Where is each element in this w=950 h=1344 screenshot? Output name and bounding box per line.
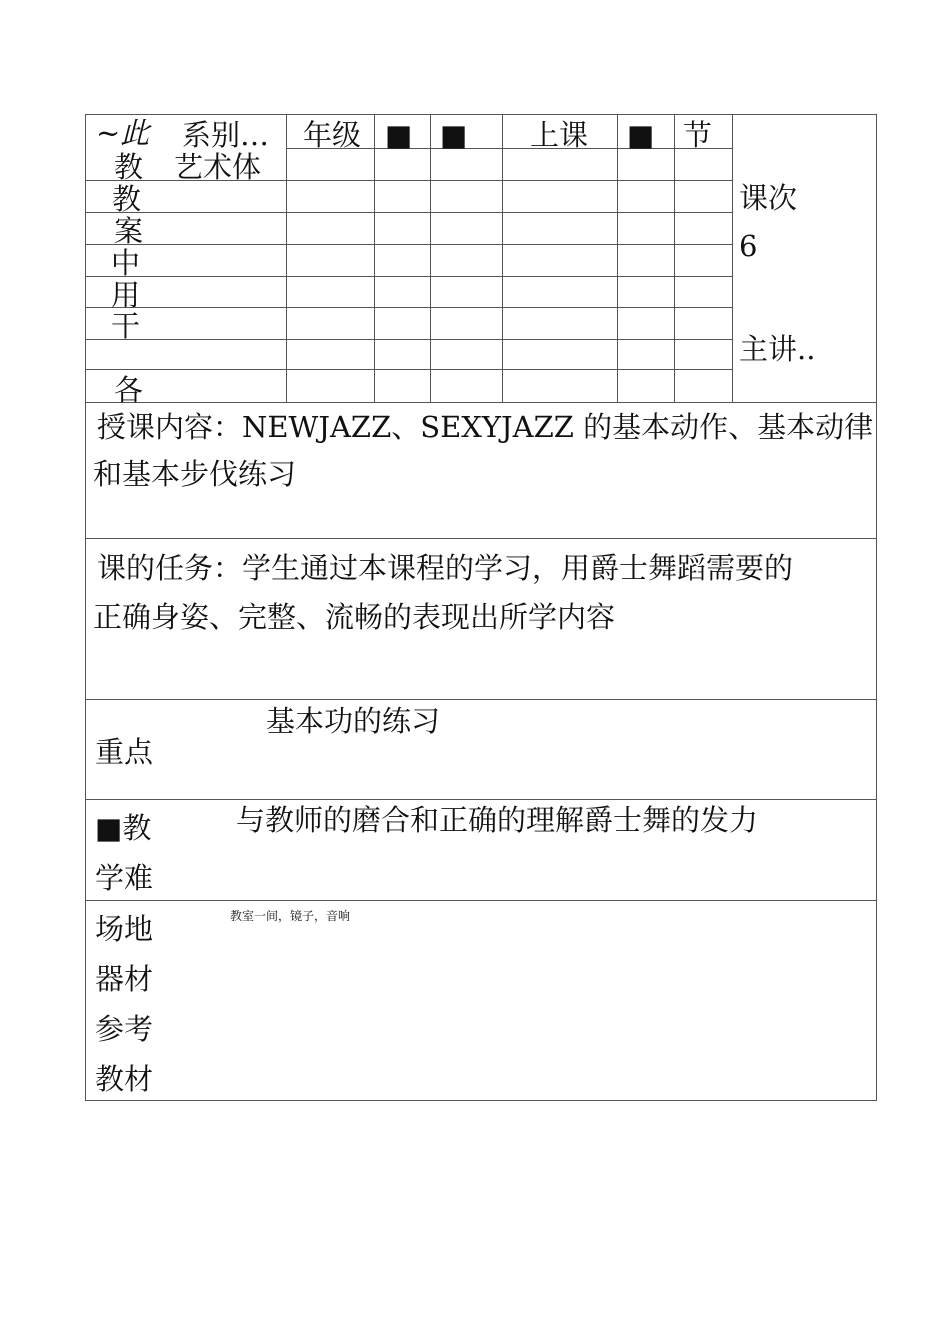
lesson-number-label: 课次 [739, 181, 798, 215]
task-line-2: 正确身姿、完整、流畅的表现出所学内容 [93, 600, 616, 634]
side-char: 各 [114, 373, 144, 407]
side-char: 教 [112, 182, 142, 216]
difficulty-label-2: 学难 [95, 861, 154, 895]
side-char: 干 [111, 309, 141, 343]
grade-box-1: ■ [385, 118, 413, 152]
grid-col-line [674, 114, 675, 402]
table-border-right [876, 114, 877, 1101]
department-value: 艺术体 [174, 150, 262, 184]
grid-col-line [374, 114, 375, 402]
grid-row-line [85, 307, 732, 308]
section-divider [85, 538, 877, 539]
lesson-number-value: 6 [739, 229, 758, 263]
venue-text: 教室一间，镜子，音响 [230, 909, 351, 923]
grid-col-line [430, 114, 431, 402]
grid-col-line [732, 114, 733, 402]
content-line-2: 和基本步伐练习 [93, 457, 297, 491]
side-char: 案 [114, 214, 144, 248]
lecturer-label: 主讲.. [739, 332, 816, 366]
class-box: ■ [627, 118, 655, 152]
section-divider [85, 900, 877, 901]
venue-label-2: 器材 [95, 962, 154, 996]
difficulty-text: 与教师的磨合和正确的理解爵士舞的发力 [236, 803, 759, 837]
content-line-1: 授课内容：NEWJAZZ、SEXYJAZZ 的基本动作、基本动律 [97, 410, 874, 444]
section-divider [85, 402, 877, 403]
table-border-bottom [85, 1100, 877, 1101]
side-char: 用 [111, 278, 141, 312]
venue-label-1: 场地 [95, 912, 154, 946]
grade-label: 年级 [303, 118, 362, 152]
grid-col-line [286, 114, 287, 402]
grid-row-line [85, 244, 732, 245]
key-point-label: 重点 [95, 735, 154, 769]
grid-col-line [617, 114, 618, 402]
grid-row-line [85, 212, 732, 213]
header-left-label: ~此 [96, 116, 150, 150]
side-char: 中 [111, 246, 141, 280]
department-label: 系别… [182, 118, 270, 152]
grade-box-2: ■ [440, 118, 468, 152]
section-divider [85, 799, 877, 800]
reference-label-2: 教材 [95, 1062, 154, 1096]
table-border-top [85, 114, 877, 115]
grid-row-line [85, 369, 732, 370]
side-char: 教 [114, 150, 144, 184]
section-divider [85, 699, 877, 700]
grid-col-line [502, 114, 503, 402]
difficulty-label-1: ■教 [95, 811, 152, 845]
class-label: 上课 [530, 118, 589, 152]
grid-row-line [85, 339, 732, 340]
reference-label-1: 参考 [95, 1012, 154, 1046]
key-point-text: 基本功的练习 [266, 704, 441, 738]
task-line-1: 课的任务：学生通过本课程的学习，用爵士舞蹈需要的 [97, 551, 794, 585]
grid-row-line [85, 276, 732, 277]
table-border-left [85, 114, 86, 1101]
section-label: 节 [683, 118, 713, 152]
